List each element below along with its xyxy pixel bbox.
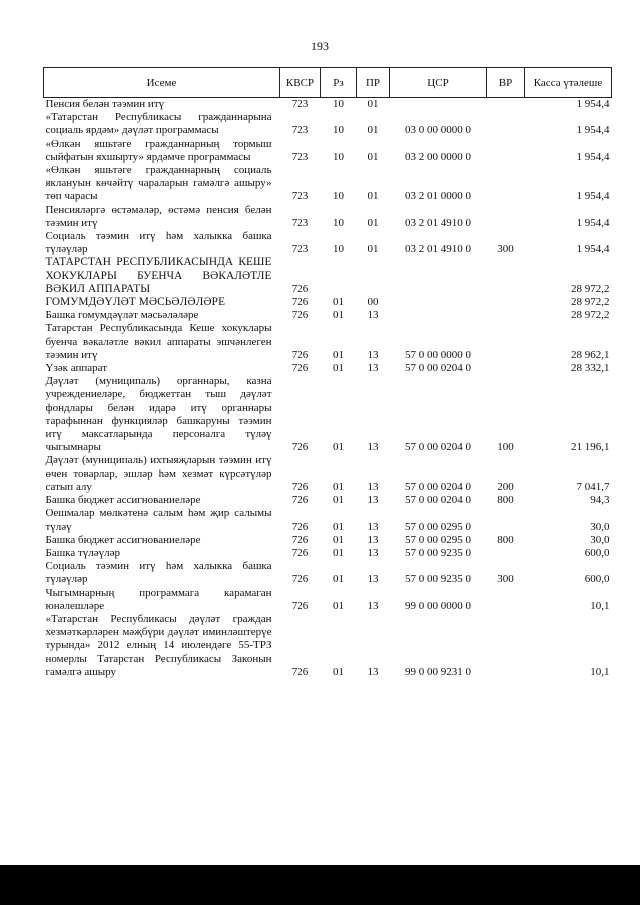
table-row (44, 362, 612, 375)
row-vr-cell (487, 309, 525, 322)
row-rz-cell: 01 (333, 480, 344, 493)
row-kvsr-cell: 723 (291, 243, 309, 256)
row-pr-cell: 01 (367, 98, 379, 110)
row-csr-cell (390, 296, 487, 309)
row-kvsr-cell: 723 (291, 98, 309, 110)
row-amount-cell: 600,0 (584, 573, 610, 586)
row-vr-cell (487, 613, 525, 679)
row-amount-cell: 30,0 (590, 520, 610, 533)
row-amount-cell: 1 954,4 (576, 216, 610, 229)
row-csr-cell: 57 0 00 0204 0 (405, 480, 471, 493)
row-rz-cell: 01 (333, 348, 344, 361)
row-rz-cell: 01 (333, 309, 344, 322)
row-name-cell: Оешмалар мөлкәтенә салым һәм җир салымы түләү (45, 507, 272, 533)
row-pr-cell: 13 (367, 441, 379, 454)
row-rz-cell: 01 (333, 533, 344, 546)
row-pr-cell: 13 (367, 494, 379, 507)
table-body (44, 98, 612, 679)
row-pr-cell: 01 (367, 150, 379, 163)
row-rz-cell: 10 (333, 243, 344, 256)
table-row (44, 138, 612, 164)
row-rz-cell (321, 256, 357, 296)
row-amount-cell: 21 196,1 (571, 441, 610, 454)
row-vr-cell (487, 138, 525, 164)
row-csr-cell (390, 98, 487, 112)
row-rz-cell: 01 (333, 520, 344, 533)
row-amount-cell: 94,3 (590, 494, 610, 507)
row-rz-cell: 01 (333, 296, 344, 309)
row-csr-cell: 57 0 00 0204 0 (405, 494, 471, 507)
row-pr-cell: 13 (367, 533, 379, 546)
row-amount-cell: 28 962,1 (571, 348, 610, 361)
header-vr: ВР (487, 68, 525, 98)
row-csr-cell: 03 2 00 0000 0 (405, 150, 471, 163)
row-rz-cell: 01 (333, 665, 344, 678)
row-csr-cell (390, 256, 487, 296)
row-vr-cell (487, 204, 525, 230)
row-name-cell: Пенсияләргә өстәмәләр, өстәмә пенсия белән тәэмин итү (45, 203, 272, 229)
table-row (44, 98, 612, 112)
row-vr-cell (487, 322, 525, 362)
row-amount-cell: 10,1 (590, 599, 610, 612)
row-name-cell: Татарстан Республикасында Кеше хокуклары буенча вәкаләтле вәкил аппараты эшчәнлеген тәэмин итү (45, 322, 272, 361)
row-csr-cell: 57 0 00 0204 0 (405, 362, 471, 375)
row-name-cell: «Өлкән яшьтәге гражданнарның социаль яклануын көчәйтү чараларын гамәлгә ашыру» төп чарасы (45, 164, 272, 203)
row-pr-cell: 01 (367, 243, 379, 256)
table-row (44, 560, 612, 586)
row-amount-cell: 28 332,1 (571, 362, 610, 375)
header-pr: ПР (357, 68, 390, 98)
row-vr-cell (487, 296, 525, 309)
row-pr-cell: 13 (367, 573, 379, 586)
row-pr-cell: 13 (367, 348, 379, 361)
row-rz-cell: 10 (333, 150, 344, 163)
row-vr-cell: 100 (497, 441, 514, 454)
row-rz-cell: 10 (333, 98, 344, 110)
row-name-cell: Чыгымнарның программага карамаган юнәлешләре (45, 586, 272, 612)
header-kvsr: КВСР (280, 68, 321, 98)
row-csr-cell: 03 2 01 0000 0 (405, 190, 471, 203)
row-kvsr-cell: 726 (291, 309, 309, 322)
table-row (44, 375, 612, 454)
row-rz-cell: 01 (333, 494, 344, 507)
row-kvsr-cell: 726 (291, 573, 309, 586)
table-row (44, 230, 612, 256)
row-vr-cell (487, 98, 525, 112)
row-name-cell: «Татарстан Республикасы гражданнарына социаль ярдәм» дәүләт программасы (45, 111, 272, 137)
table-row (44, 534, 612, 547)
table-row (44, 613, 612, 679)
row-name-cell: Социаль тәэмин итү һәм халыкка башка түләүләр (45, 230, 272, 256)
row-name-cell: Башка гомумдәүләт мәсьәләләре (45, 309, 199, 322)
row-csr-cell: 03 2 01 4910 0 (405, 216, 471, 229)
row-vr-cell (487, 256, 525, 296)
row-name-cell: Үзәк аппарат (45, 362, 108, 375)
row-name-cell: Дәүләт (муниципаль) ихтыяҗларын тәэмин итү өчен товарлар, эшләр һәм хезмәт күрсәтүләр сатып алу (45, 454, 272, 493)
row-kvsr-cell: 726 (291, 282, 309, 295)
header-name: Исеме (44, 68, 280, 98)
row-vr-cell (487, 587, 525, 613)
row-name-cell: Социаль тәэмин итү һәм халыкка башка түләүләр (45, 560, 272, 586)
row-csr-cell: 57 0 00 9235 0 (405, 546, 471, 559)
row-amount-cell: 1 954,4 (576, 190, 610, 203)
row-vr-cell (487, 362, 525, 375)
table-row (44, 164, 612, 204)
row-amount-cell: 30,0 (590, 533, 610, 546)
row-vr-cell: 800 (497, 494, 514, 507)
row-kvsr-cell: 726 (291, 362, 309, 375)
row-pr-cell: 13 (367, 665, 379, 678)
row-amount-cell: 1 954,4 (576, 243, 610, 256)
table-row (44, 587, 612, 613)
page-number: 193 (311, 39, 329, 53)
row-vr-cell (487, 111, 525, 137)
row-vr-cell: 200 (497, 480, 514, 493)
row-kvsr-cell: 726 (291, 520, 309, 533)
table-row (44, 204, 612, 230)
row-vr-cell: 300 (497, 573, 514, 586)
row-amount-cell: 1 954,4 (576, 98, 610, 110)
row-pr-cell: 01 (367, 216, 379, 229)
row-vr-cell: 800 (497, 533, 514, 546)
table-row (44, 507, 612, 533)
row-amount-cell: 1 954,4 (576, 124, 610, 137)
row-pr-cell: 01 (367, 190, 379, 203)
row-name-cell: ТАТАРСТАН РЕСПУБЛИКАСЫНДА КЕШЕ ХОКУКЛАРЫ БУЕНЧА ВӘКАЛӘТЛЕ ВӘКИЛ АППАРАТЫ (45, 256, 272, 295)
row-csr-cell: 03 2 01 4910 0 (405, 243, 471, 256)
table-row (44, 309, 612, 322)
table-header-row (44, 68, 612, 98)
row-pr-cell: 13 (367, 599, 379, 612)
row-amount-cell: 28 972,2 (571, 309, 610, 322)
row-rz-cell: 10 (333, 216, 344, 229)
table-row (44, 494, 612, 507)
table-row (44, 322, 612, 362)
row-amount-cell: 600,0 (584, 546, 610, 559)
row-pr-cell: 13 (367, 520, 379, 533)
row-pr-cell: 01 (367, 124, 379, 137)
row-pr-cell (357, 256, 390, 296)
row-amount-cell: 7 041,7 (576, 480, 610, 493)
row-kvsr-cell: 726 (291, 348, 309, 361)
row-csr-cell (390, 309, 487, 322)
row-pr-cell: 00 (367, 296, 379, 309)
row-kvsr-cell: 723 (291, 190, 309, 203)
row-kvsr-cell: 726 (291, 296, 309, 309)
table-row (44, 296, 612, 309)
row-kvsr-cell: 723 (291, 216, 309, 229)
header-rz: Рз (321, 68, 357, 98)
row-csr-cell: 57 0 00 0204 0 (405, 441, 471, 454)
row-csr-cell: 57 0 00 0000 0 (405, 348, 471, 361)
row-name-cell: ГОМУМДӘҮЛӘТ МӘСЬӘЛӘЛӘРЕ (45, 296, 226, 309)
row-name-cell: Башка бюджет ассигнованиеләре (45, 494, 201, 507)
row-pr-cell: 13 (367, 480, 379, 493)
row-rz-cell: 01 (333, 546, 344, 559)
row-name-cell: «Татарстан Республикасы дәүләт граждан хезмәткәрләрен мәҗбүри дәүләт иминләштерүе турында» 2012 елның 14 июлендәге 55-ТРЗ номерлы Татарстан Республикасы Законын гамәлгә ашыру (45, 612, 272, 678)
header-amount: Касса үтәлеше (525, 68, 612, 98)
row-rz-cell: 10 (333, 190, 344, 203)
row-pr-cell: 13 (367, 546, 379, 559)
table-row (44, 547, 612, 560)
header-csr: ЦСР (390, 68, 487, 98)
row-amount-cell: 28 972,2 (571, 296, 610, 309)
row-vr-cell (487, 507, 525, 533)
row-amount-cell: 28 972,2 (571, 282, 610, 295)
row-csr-cell: 57 0 00 9235 0 (405, 573, 471, 586)
row-kvsr-cell: 726 (291, 665, 309, 678)
row-vr-cell (487, 547, 525, 560)
table-row (44, 256, 612, 296)
row-kvsr-cell: 726 (291, 599, 309, 612)
row-name-cell: Дәүләт (муниципаль) органнары, казна учреждениеләре, бюджеттан тыш дәүләт фондлары белән идарә итү органнары тарафыннан функцияләр башкаруны тәэмин итү максатларында персоналга түләү чыгымнары (45, 375, 272, 454)
budget-table (43, 67, 612, 679)
row-amount-cell: 10,1 (590, 665, 610, 678)
row-name-cell: Башка түләүләр (45, 546, 121, 559)
row-pr-cell: 13 (367, 309, 379, 322)
row-pr-cell: 13 (367, 362, 379, 375)
table-row (44, 454, 612, 494)
row-rz-cell: 01 (333, 573, 344, 586)
row-kvsr-cell: 726 (291, 546, 309, 559)
row-rz-cell: 01 (333, 599, 344, 612)
row-name-cell: «Өлкән яшьтәге гражданнарның тормыш сыйфатын яхшырту» ярдәмче программасы (45, 137, 272, 163)
row-csr-cell: 99 0 00 9231 0 (405, 665, 471, 678)
row-kvsr-cell: 723 (291, 124, 309, 137)
table-row (44, 111, 612, 137)
row-rz-cell: 01 (333, 441, 344, 454)
row-name-cell: Башка бюджет ассигнованиеләре (45, 533, 201, 546)
row-kvsr-cell: 726 (291, 441, 309, 454)
row-rz-cell: 01 (333, 362, 344, 375)
row-kvsr-cell: 726 (291, 480, 309, 493)
row-kvsr-cell: 723 (291, 150, 309, 163)
row-rz-cell: 10 (333, 124, 344, 137)
row-amount-cell: 1 954,4 (576, 150, 610, 163)
row-name-cell: Пенсия белән тәэмин итү (45, 98, 165, 110)
scan-border (0, 865, 640, 905)
row-kvsr-cell: 726 (291, 494, 309, 507)
row-csr-cell: 03 0 00 0000 0 (405, 124, 471, 137)
row-kvsr-cell: 726 (291, 533, 309, 546)
row-vr-cell: 300 (497, 243, 514, 256)
row-csr-cell: 57 0 00 0295 0 (405, 533, 471, 546)
row-vr-cell (487, 164, 525, 204)
row-csr-cell: 57 0 00 0295 0 (405, 520, 471, 533)
row-csr-cell: 99 0 00 0000 0 (405, 599, 471, 612)
